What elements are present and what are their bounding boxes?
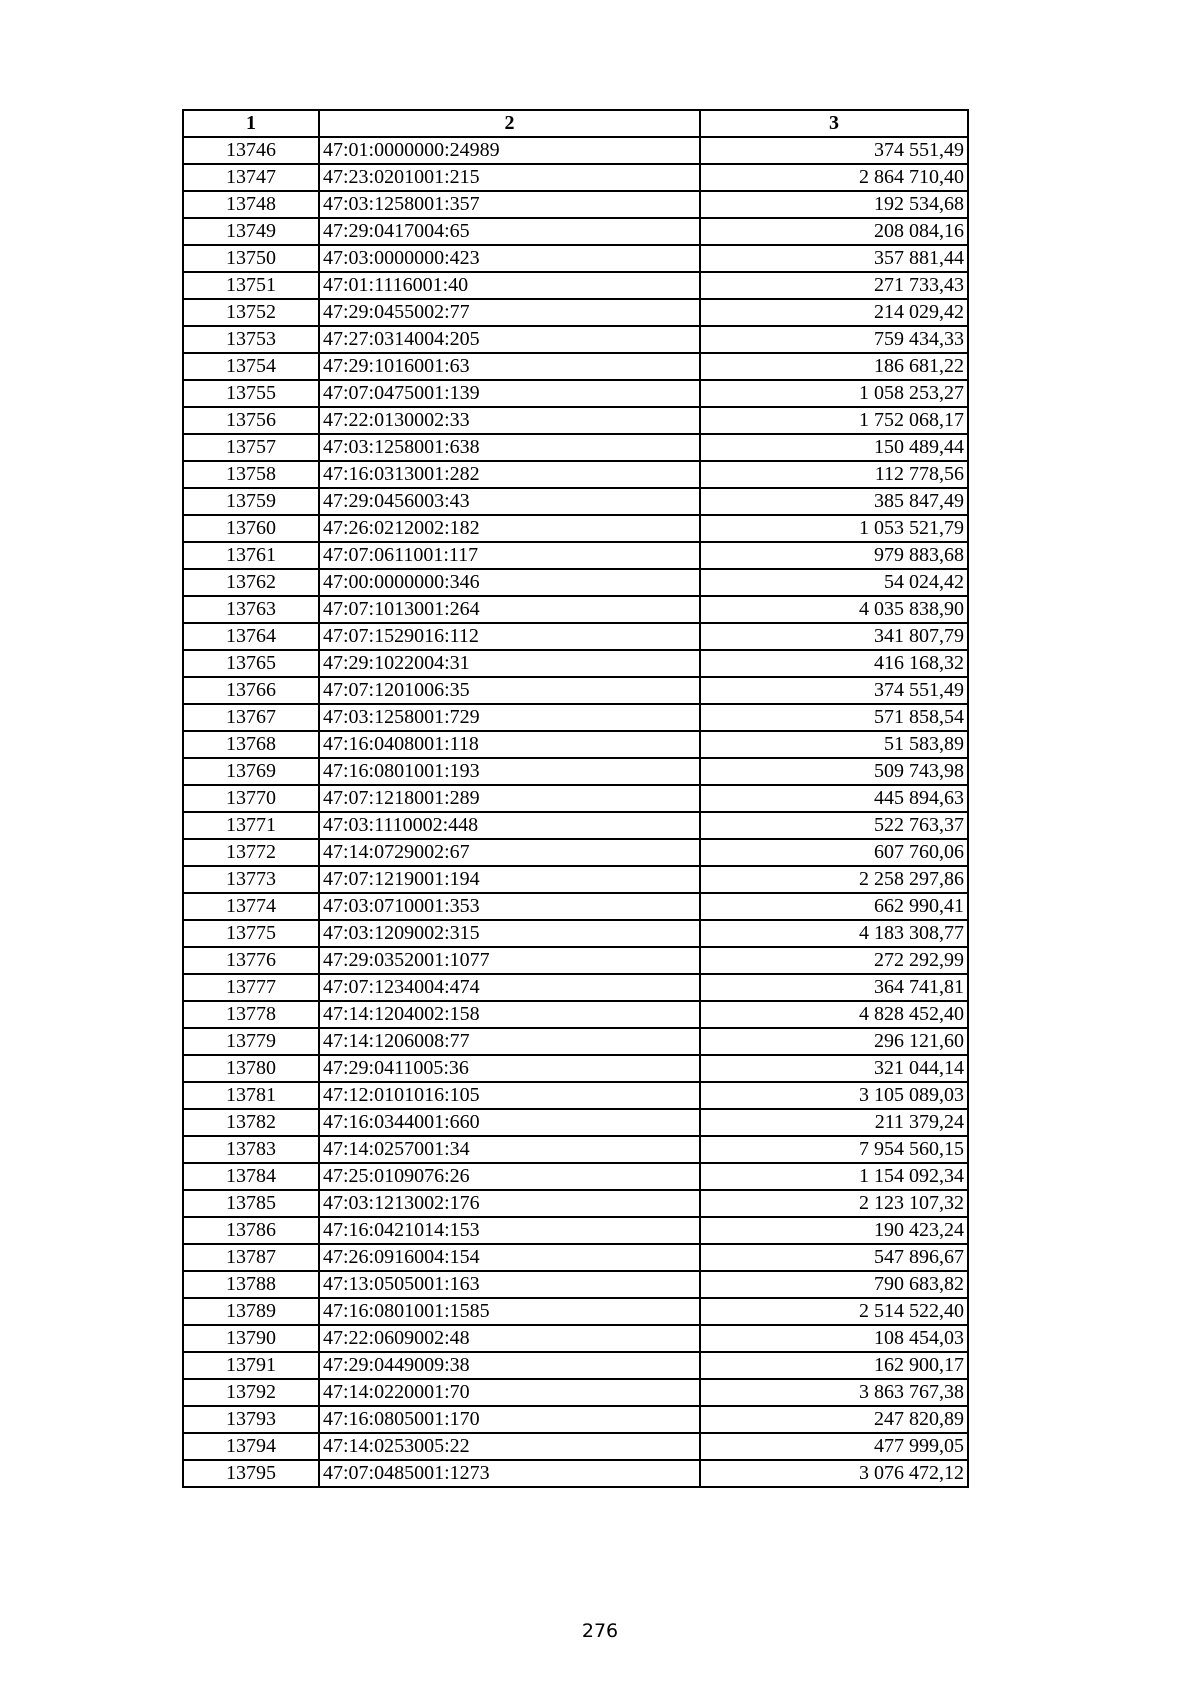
- cadastral-number-cell: 47:16:0801001:1585: [319, 1298, 700, 1325]
- table-row: [183, 461, 968, 488]
- table-row: [183, 569, 968, 596]
- value-cell: 1 752 068,17: [700, 407, 968, 434]
- row-number-cell: 13789: [183, 1298, 319, 1325]
- value-cell: 374 551,49: [700, 137, 968, 164]
- table-row: [183, 164, 968, 191]
- table-row: [183, 326, 968, 353]
- row-number-cell: 13760: [183, 515, 319, 542]
- value-cell: 2 514 522,40: [700, 1298, 968, 1325]
- value-cell: 385 847,49: [700, 488, 968, 515]
- cadastral-number-cell: 47:07:1013001:264: [319, 596, 700, 623]
- row-number-cell: 13790: [183, 1325, 319, 1352]
- row-number-cell: 13769: [183, 758, 319, 785]
- cadastral-number-cell: 47:25:0109076:26: [319, 1163, 700, 1190]
- table-row: [183, 785, 968, 812]
- table-row: [183, 1190, 968, 1217]
- value-cell: 3 863 767,38: [700, 1379, 968, 1406]
- row-number-cell: 13746: [183, 137, 319, 164]
- cadastral-number-cell: 47:03:0000000:423: [319, 245, 700, 272]
- table-row: [183, 1406, 968, 1433]
- table-row: [183, 542, 968, 569]
- row-number-cell: 13764: [183, 623, 319, 650]
- table-row: [183, 974, 968, 1001]
- cadastral-number-cell: 47:26:0916004:154: [319, 1244, 700, 1271]
- cadastral-number-cell: 47:29:0455002:77: [319, 299, 700, 326]
- cadastral-number-cell: 47:03:1209002:315: [319, 920, 700, 947]
- row-number-cell: 13783: [183, 1136, 319, 1163]
- row-number-cell: 13750: [183, 245, 319, 272]
- row-number-cell: 13780: [183, 1055, 319, 1082]
- cadastral-number-cell: 47:16:0805001:170: [319, 1406, 700, 1433]
- row-number-cell: 13772: [183, 839, 319, 866]
- row-number-cell: 13787: [183, 1244, 319, 1271]
- value-cell: 416 168,32: [700, 650, 968, 677]
- row-number-cell: 13779: [183, 1028, 319, 1055]
- cadastral-number-cell: 47:14:0257001:34: [319, 1136, 700, 1163]
- row-number-cell: 13757: [183, 434, 319, 461]
- cadastral-number-cell: 47:14:0253005:22: [319, 1433, 700, 1460]
- cadastral-number-cell: 47:27:0314004:205: [319, 326, 700, 353]
- cadastral-number-cell: 47:03:1258001:729: [319, 704, 700, 731]
- header-cell-1: 1: [183, 110, 319, 137]
- cadastral-number-cell: 47:16:0313001:282: [319, 461, 700, 488]
- table-row: [183, 1352, 968, 1379]
- table-row: [183, 866, 968, 893]
- value-cell: 208 084,16: [700, 218, 968, 245]
- table-row: [183, 623, 968, 650]
- table-row: [183, 731, 968, 758]
- cadastral-number-cell: 47:29:0352001:1077: [319, 947, 700, 974]
- table-row: [183, 380, 968, 407]
- cadastral-number-cell: 47:07:1529016:112: [319, 623, 700, 650]
- value-cell: 2 864 710,40: [700, 164, 968, 191]
- value-cell: 2 123 107,32: [700, 1190, 968, 1217]
- value-cell: 364 741,81: [700, 974, 968, 1001]
- value-cell: 51 583,89: [700, 731, 968, 758]
- table-row: [183, 812, 968, 839]
- value-cell: 477 999,05: [700, 1433, 968, 1460]
- table-row: [183, 1136, 968, 1163]
- value-cell: 522 763,37: [700, 812, 968, 839]
- row-number-cell: 13748: [183, 191, 319, 218]
- value-cell: 4 828 452,40: [700, 1001, 968, 1028]
- value-cell: 374 551,49: [700, 677, 968, 704]
- value-cell: 3 105 089,03: [700, 1082, 968, 1109]
- value-cell: 547 896,67: [700, 1244, 968, 1271]
- value-cell: 759 434,33: [700, 326, 968, 353]
- table-row: [183, 407, 968, 434]
- value-cell: 607 760,06: [700, 839, 968, 866]
- row-number-cell: 13770: [183, 785, 319, 812]
- value-cell: 571 858,54: [700, 704, 968, 731]
- table-row: [183, 758, 968, 785]
- table-row: [183, 1055, 968, 1082]
- value-cell: 662 990,41: [700, 893, 968, 920]
- table-row: [183, 1460, 968, 1487]
- row-number-cell: 13753: [183, 326, 319, 353]
- row-number-cell: 13762: [183, 569, 319, 596]
- value-cell: 271 733,43: [700, 272, 968, 299]
- table-row: [183, 245, 968, 272]
- value-cell: 1 053 521,79: [700, 515, 968, 542]
- row-number-cell: 13786: [183, 1217, 319, 1244]
- table-row: [183, 137, 968, 164]
- value-cell: 192 534,68: [700, 191, 968, 218]
- table-row: [183, 488, 968, 515]
- cadastral-number-cell: 47:29:1022004:31: [319, 650, 700, 677]
- cadastral-number-cell: 47:07:1219001:194: [319, 866, 700, 893]
- cadastral-number-cell: 47:22:0609002:48: [319, 1325, 700, 1352]
- cadastral-number-cell: 47:29:0411005:36: [319, 1055, 700, 1082]
- value-cell: 1 154 092,34: [700, 1163, 968, 1190]
- value-cell: 509 743,98: [700, 758, 968, 785]
- table-row: [183, 1109, 968, 1136]
- cadastral-number-cell: 47:03:1110002:448: [319, 812, 700, 839]
- table-body: [183, 137, 968, 1487]
- value-cell: 190 423,24: [700, 1217, 968, 1244]
- cadastral-number-cell: 47:16:0801001:193: [319, 758, 700, 785]
- cadastral-number-cell: 47:12:0101016:105: [319, 1082, 700, 1109]
- row-number-cell: 13791: [183, 1352, 319, 1379]
- table-row: [183, 1001, 968, 1028]
- table-row: [183, 677, 968, 704]
- value-cell: 54 024,42: [700, 569, 968, 596]
- value-cell: 1 058 253,27: [700, 380, 968, 407]
- cadastral-number-cell: 47:13:0505001:163: [319, 1271, 700, 1298]
- cadastral-number-cell: 47:22:0130002:33: [319, 407, 700, 434]
- value-cell: 2 258 297,86: [700, 866, 968, 893]
- table-row: [183, 434, 968, 461]
- row-number-cell: 13795: [183, 1460, 319, 1487]
- row-number-cell: 13792: [183, 1379, 319, 1406]
- table-row: [183, 515, 968, 542]
- table-row: [183, 650, 968, 677]
- value-cell: 162 900,17: [700, 1352, 968, 1379]
- table-row: [183, 1217, 968, 1244]
- table-row: [183, 893, 968, 920]
- value-cell: 4 035 838,90: [700, 596, 968, 623]
- value-cell: 211 379,24: [700, 1109, 968, 1136]
- table-row: [183, 218, 968, 245]
- row-number-cell: 13761: [183, 542, 319, 569]
- row-number-cell: 13774: [183, 893, 319, 920]
- cadastral-number-cell: 47:07:1234004:474: [319, 974, 700, 1001]
- header-cell-2: 2: [319, 110, 700, 137]
- row-number-cell: 13784: [183, 1163, 319, 1190]
- value-cell: 186 681,22: [700, 353, 968, 380]
- cadastral-number-cell: 47:03:0710001:353: [319, 893, 700, 920]
- row-number-cell: 13765: [183, 650, 319, 677]
- row-number-cell: 13782: [183, 1109, 319, 1136]
- table-row: [183, 1244, 968, 1271]
- row-number-cell: 13754: [183, 353, 319, 380]
- table-row: [183, 1028, 968, 1055]
- row-number-cell: 13752: [183, 299, 319, 326]
- row-number-cell: 13767: [183, 704, 319, 731]
- row-number-cell: 13766: [183, 677, 319, 704]
- cadastral-number-cell: 47:14:0729002:67: [319, 839, 700, 866]
- table-header: [183, 110, 968, 137]
- cadastral-number-cell: 47:03:1258001:357: [319, 191, 700, 218]
- cadastral-number-cell: 47:16:0344001:660: [319, 1109, 700, 1136]
- table-row: [183, 1433, 968, 1460]
- cadastral-number-cell: 47:26:0212002:182: [319, 515, 700, 542]
- row-number-cell: 13775: [183, 920, 319, 947]
- table-row: [183, 353, 968, 380]
- value-cell: 3 076 472,12: [700, 1460, 968, 1487]
- cadastral-number-cell: 47:14:0220001:70: [319, 1379, 700, 1406]
- row-number-cell: 13793: [183, 1406, 319, 1433]
- cadastral-number-cell: 47:01:1116001:40: [319, 272, 700, 299]
- cadastral-number-cell: 47:14:1206008:77: [319, 1028, 700, 1055]
- row-number-cell: 13756: [183, 407, 319, 434]
- table-row: [183, 1325, 968, 1352]
- cadastral-number-cell: 47:07:1201006:35: [319, 677, 700, 704]
- cadastral-number-cell: 47:14:1204002:158: [319, 1001, 700, 1028]
- value-cell: 7 954 560,15: [700, 1136, 968, 1163]
- row-number-cell: 13759: [183, 488, 319, 515]
- cadastral-number-cell: 47:29:0417004:65: [319, 218, 700, 245]
- table-row: [183, 704, 968, 731]
- table-row: [183, 920, 968, 947]
- row-number-cell: 13771: [183, 812, 319, 839]
- cadastral-number-cell: 47:16:0421014:153: [319, 1217, 700, 1244]
- row-number-cell: 13778: [183, 1001, 319, 1028]
- row-number-cell: 13758: [183, 461, 319, 488]
- page-number: 276: [581, 1620, 619, 1642]
- row-number-cell: 13788: [183, 1271, 319, 1298]
- cadastral-number-cell: 47:07:0475001:139: [319, 380, 700, 407]
- table-row: [183, 1298, 968, 1325]
- cadastral-number-cell: 47:23:0201001:215: [319, 164, 700, 191]
- row-number-cell: 13768: [183, 731, 319, 758]
- header-row: [183, 110, 968, 137]
- value-cell: 321 044,14: [700, 1055, 968, 1082]
- table-row: [183, 1163, 968, 1190]
- cadastral-number-cell: 47:03:1258001:638: [319, 434, 700, 461]
- value-cell: 247 820,89: [700, 1406, 968, 1433]
- cadastral-number-cell: 47:29:0456003:43: [319, 488, 700, 515]
- table-row: [183, 299, 968, 326]
- value-cell: 272 292,99: [700, 947, 968, 974]
- row-number-cell: 13785: [183, 1190, 319, 1217]
- row-number-cell: 13777: [183, 974, 319, 1001]
- cadastral-number-cell: 47:16:0408001:118: [319, 731, 700, 758]
- value-cell: 341 807,79: [700, 623, 968, 650]
- cadastral-number-cell: 47:07:1218001:289: [319, 785, 700, 812]
- header-cell-3: 3: [700, 110, 968, 137]
- value-cell: 979 883,68: [700, 542, 968, 569]
- data-table: [182, 109, 969, 1488]
- value-cell: 214 029,42: [700, 299, 968, 326]
- table-row: [183, 1271, 968, 1298]
- row-number-cell: 13773: [183, 866, 319, 893]
- row-number-cell: 13781: [183, 1082, 319, 1109]
- row-number-cell: 13751: [183, 272, 319, 299]
- value-cell: 445 894,63: [700, 785, 968, 812]
- cadastral-number-cell: 47:00:0000000:346: [319, 569, 700, 596]
- row-number-cell: 13763: [183, 596, 319, 623]
- cadastral-number-cell: 47:01:0000000:24989: [319, 137, 700, 164]
- value-cell: 150 489,44: [700, 434, 968, 461]
- value-cell: 4 183 308,77: [700, 920, 968, 947]
- value-cell: 357 881,44: [700, 245, 968, 272]
- value-cell: 296 121,60: [700, 1028, 968, 1055]
- row-number-cell: 13747: [183, 164, 319, 191]
- value-cell: 790 683,82: [700, 1271, 968, 1298]
- row-number-cell: 13749: [183, 218, 319, 245]
- row-number-cell: 13755: [183, 380, 319, 407]
- cadastral-number-cell: 47:03:1213002:176: [319, 1190, 700, 1217]
- value-cell: 108 454,03: [700, 1325, 968, 1352]
- value-cell: 112 778,56: [700, 461, 968, 488]
- cadastral-number-cell: 47:29:1016001:63: [319, 353, 700, 380]
- table-row: [183, 1379, 968, 1406]
- row-number-cell: 13776: [183, 947, 319, 974]
- table-row: [183, 596, 968, 623]
- table-row: [183, 947, 968, 974]
- table-row: [183, 839, 968, 866]
- cadastral-number-cell: 47:29:0449009:38: [319, 1352, 700, 1379]
- table-row: [183, 1082, 968, 1109]
- row-number-cell: 13794: [183, 1433, 319, 1460]
- cadastral-number-cell: 47:07:0611001:117: [319, 542, 700, 569]
- table-row: [183, 272, 968, 299]
- cadastral-number-cell: 47:07:0485001:1273: [319, 1460, 700, 1487]
- table-row: [183, 191, 968, 218]
